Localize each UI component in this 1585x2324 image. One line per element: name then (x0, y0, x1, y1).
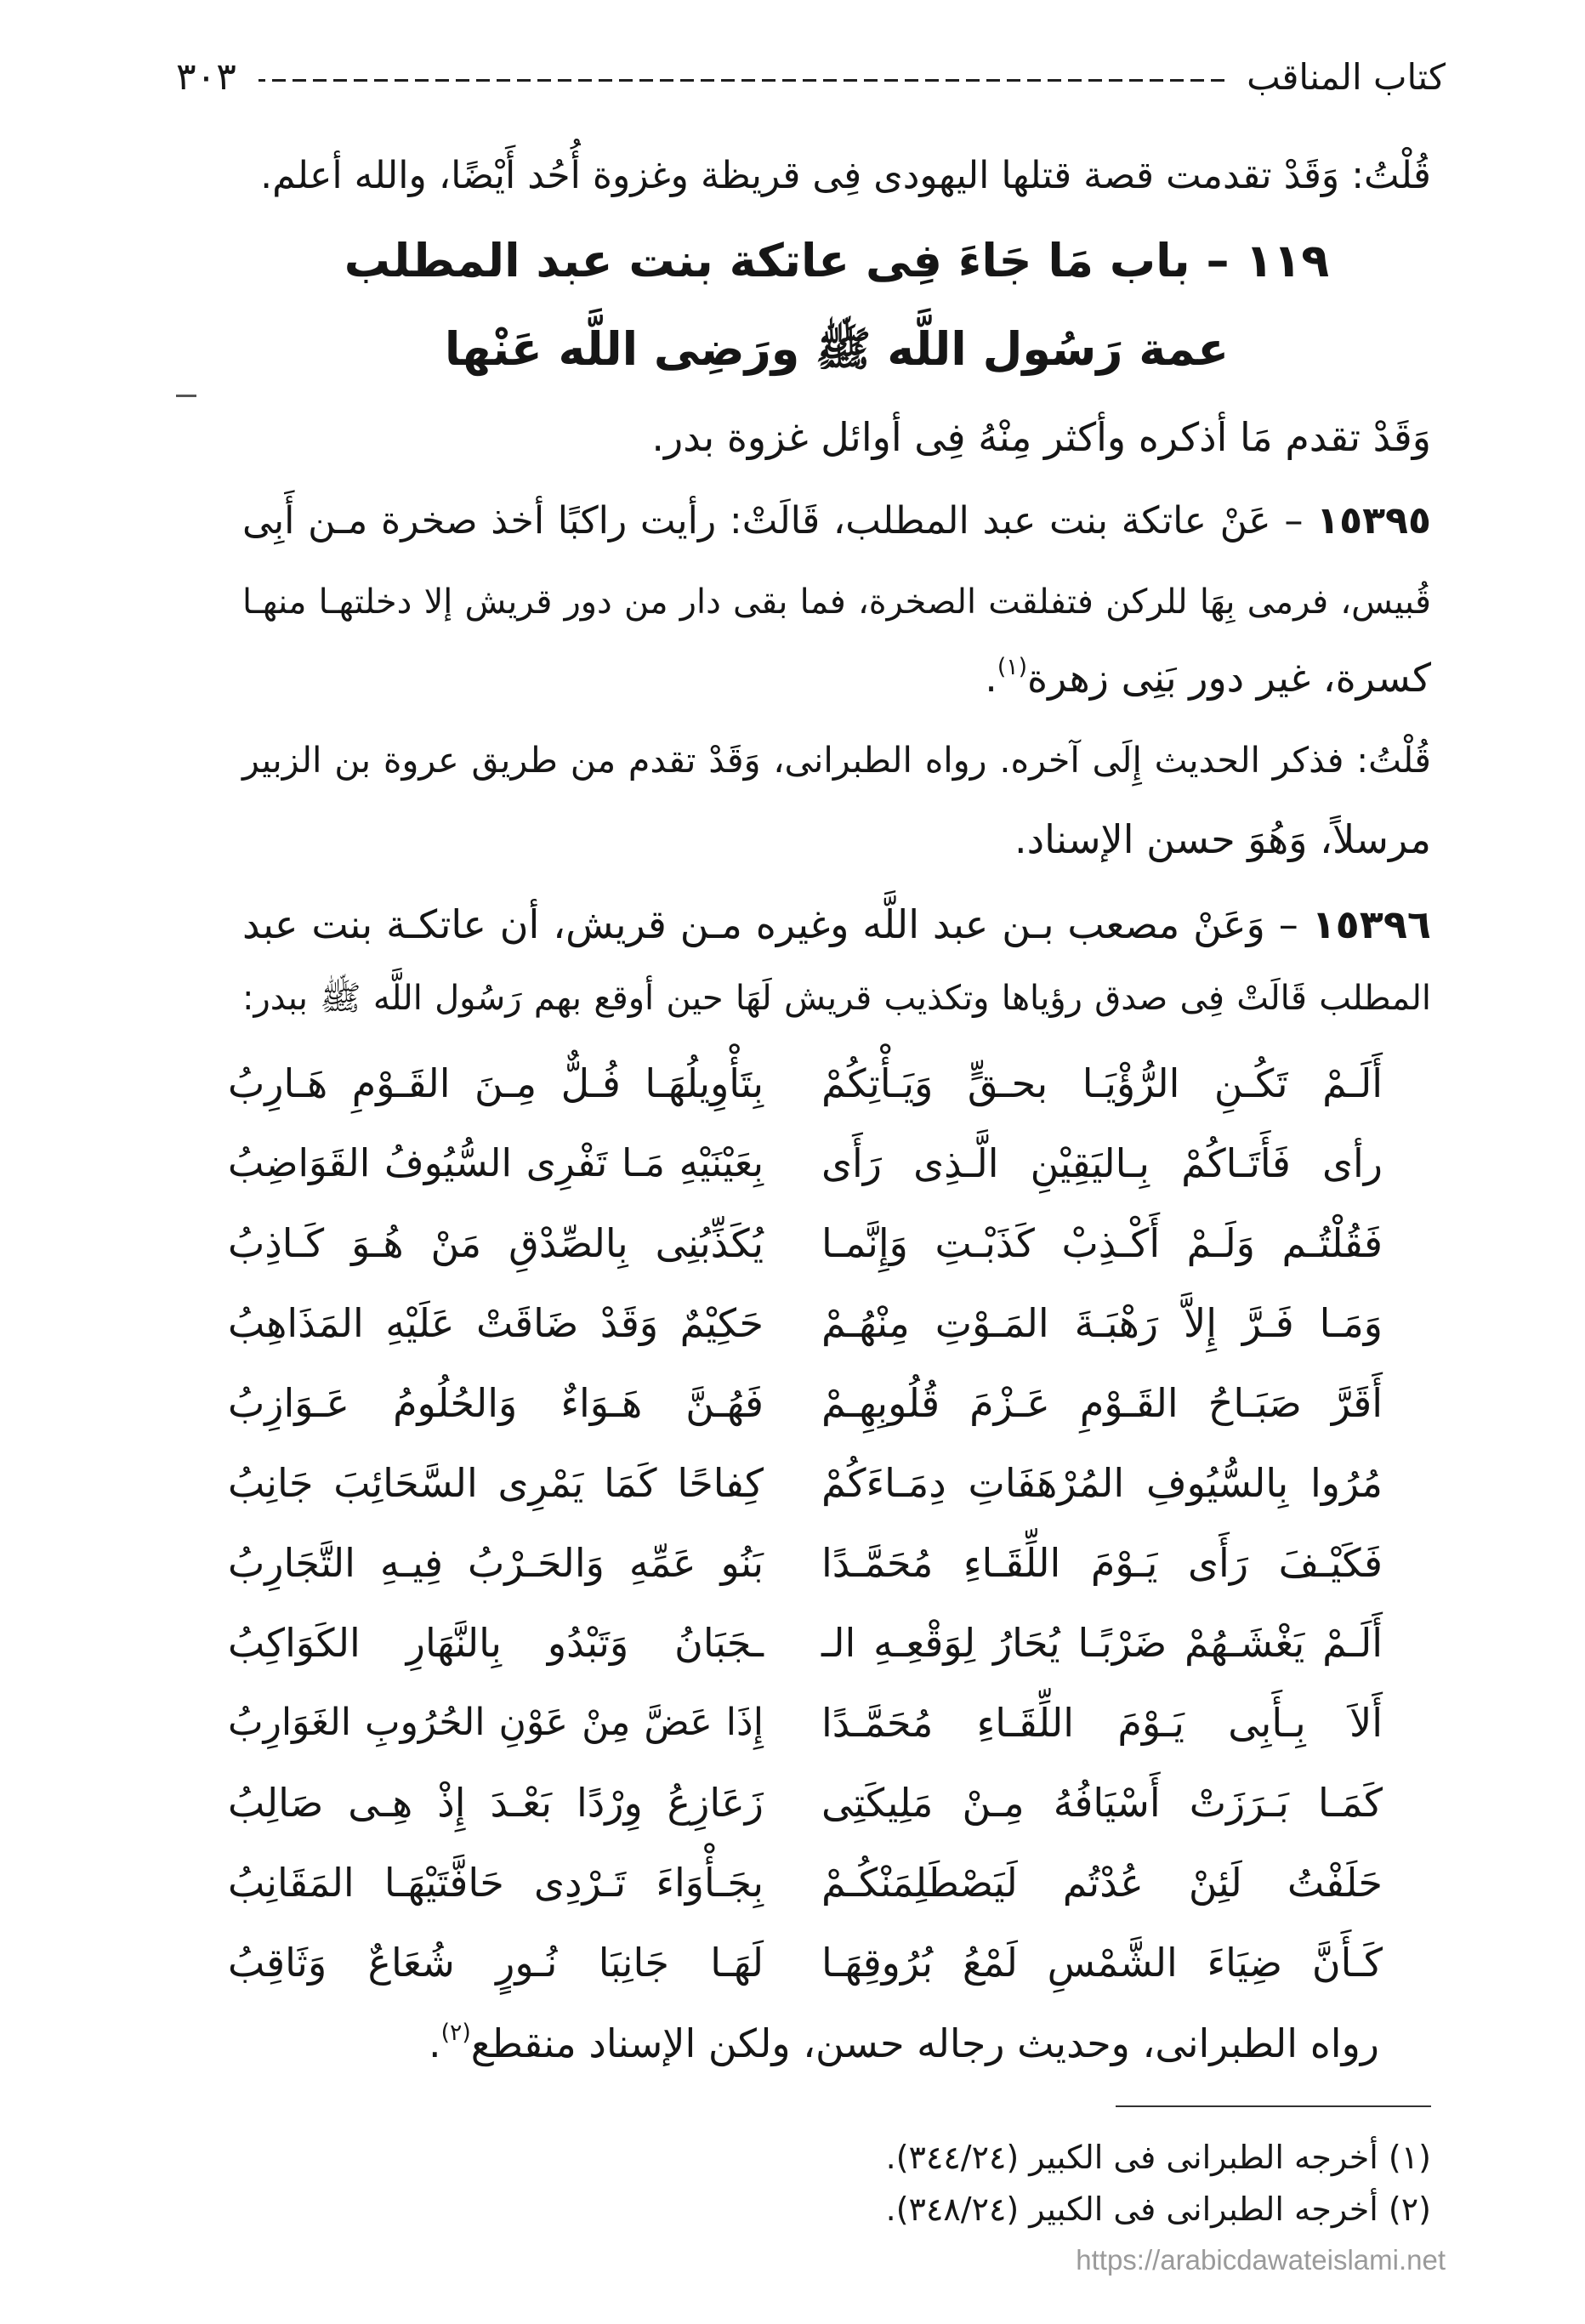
poem-first-hemistich: أَلَـمْ يَغْشَـهُمْ ضَرْبًـا يُحَارُ لِوَقْعِـهِ الـ (821, 1620, 1383, 1666)
hadith-number: ١٥٣٩٦ (1311, 901, 1431, 947)
poem-verse (0, 1365, 1585, 1441)
poem-first-hemistich: كَـأَنَّ ضِيَاءَ الشَّمْسِ لَمْعُ بُرُوقِهَـا (821, 1940, 1383, 1986)
poem-verse (0, 1125, 1585, 1202)
margin-mark (176, 395, 196, 397)
poem-second-hemistich: بِتَأْوِيلُهَـا فُـلٌّ مِـنَ القَـوْمِ هَـارِبُ (228, 1060, 764, 1106)
poem-second-hemistich: ـجَبَانُ وَتَبْدُو بِالنَّهَارِ الكَوَاكِبُ (228, 1620, 764, 1666)
poem-verse (0, 1685, 1585, 1761)
footnote-separator (1116, 2105, 1431, 2107)
poem-second-hemistich: حَكِيْمٌ وَقَدْ ضَاقَتْ عَلَيْهِ المَذَاهِبُ (228, 1300, 764, 1346)
poem-verse (0, 1764, 1585, 1841)
poem-first-hemistich: رأى فَأَتَـاكُمْ بِـاليَقِيْنِ الَّـذِى رَأَى (821, 1140, 1383, 1186)
poem-first-hemistich: أَلَـمْ تَكُـنِ الرُّؤْيَـا بحـقٍّ وَيَـأْتِكُمْ (821, 1060, 1383, 1106)
poem-second-hemistich: بِجَـأْوَاءَ تَـرْدِى حَافَّتَيْهَـا المَقَانِبُ (228, 1860, 764, 1906)
chapter-heading-line-1: ١١٩ – باب مَا جَاءَ فِى عاتكة بنت عبد المطلب (344, 234, 1330, 287)
comment-line-2: مرسلاً، وَهُوَ حسن الإسناد. (1014, 816, 1431, 862)
poem-second-hemistich: فَهُـنَّ هَـوَاءٌ وَالحُلُومُ عَـوَازِبُ (228, 1380, 764, 1426)
poem-first-hemistich: فَكَيْـفَ رَأَى يَـوْمَ اللِّقَـاءِ مُحَمَّـدًا (821, 1540, 1383, 1586)
chapter-note: وَقَدْ تقدم مَا أذكره وأكثر مِنْهُ فِى أوائل غزوة بدر. (651, 414, 1431, 460)
closing-text: رواه الطبرانى، وحديث رجاله حسن، ولكن الإسناد منقطع (470, 2020, 1379, 2066)
footnote-1: (١) أخرجه الطبرانى فى الكبير (٣٤٤/٢٤). (885, 2139, 1431, 2176)
poem-first-hemistich: فَقُلْتُـم وَلَـمْ أَكْـذِبْ كَذَبْـتِ وَإِنَّمـا (821, 1220, 1383, 1266)
book-section-title: كتاب المناقب (1247, 55, 1446, 98)
poem-first-hemistich: مُرُوا بِالسُّيُوفِ المُرْهَفَاتِ دِمَـاءَكُمْ (821, 1460, 1383, 1506)
chapter-heading-line-2: عمة رَسُول اللَّه ﷺ ورَضِى اللَّه عَنْها (444, 322, 1230, 376)
poem-first-hemistich: أَلاَ بِـأَبِى يَـوْمَ اللِّقَـاءِ مُحَمَّـدًا (821, 1700, 1383, 1746)
hadith-15395-line-2: قُبيس، فرمى بِهَا للركن فتفلقت الصخرة، فما بقى دار من دور قريش إلا دخلتهـا منهـا (242, 582, 1431, 622)
intro-remark: قُلْتُ: وَقَدْ تقدمت قصة قتلها اليهودى فِى قريظة وغزوة أُحُد أَيْضًا، والله أعلم. (260, 154, 1431, 197)
footnote-2: (٢) أخرجه الطبرانى فى الكبير (٣٤٨/٢٤). (885, 2190, 1431, 2228)
poem-second-hemistich: كِفاحًا كَمَا يَمْرِى السَّحَائِبَ جَانِبُ (228, 1460, 764, 1506)
hadith-text: كسرة، غير دور بَنِى زهرة (1027, 655, 1431, 701)
source-watermark: https://arabicdawateislami.net (1076, 2244, 1446, 2276)
poem-first-hemistich: أَقَرَّ صَبَـاحُ القَـوْمِ عَـزْمَ قُلُوبِهِـمْ (821, 1380, 1383, 1426)
footnote-reference: (٢) (440, 2020, 471, 2046)
poem-verse (0, 1205, 1585, 1281)
poem-second-hemistich: زَعَازِعُ وِرْدًا بَعْـدَ إِذْ هِـى صَالِبُ (228, 1780, 764, 1826)
poem-second-hemistich: يُكَذِّبُنِى بِالصِّدْقِ مَنْ هُـوَ كَـاذِبُ (228, 1220, 764, 1266)
sentence-end: . (985, 655, 997, 701)
hadith-15395-line-3 (242, 639, 1431, 716)
poem-verse (0, 1525, 1585, 1601)
running-header (176, 47, 1446, 106)
poem-second-hemistich: بَنُو عَمِّهِ وَالحَـرْبُ فِيـهِ التَّجَارِبُ (228, 1540, 764, 1586)
hadith-text: – وَعَنْ مصعب بـن عبد اللَّه وغيره مـن قريش، أن عاتكـة بنت عبد (242, 901, 1298, 947)
poem-verse (0, 1445, 1585, 1521)
closing-remark (242, 2005, 1431, 2082)
footnote-reference: (١) (997, 654, 1028, 680)
sentence-end: . (428, 2020, 441, 2066)
hadith-15395-line-1 (242, 483, 1431, 560)
poem-verse (0, 1844, 1585, 1921)
hadith-15396-line-2: المطلب قَالَتْ فِى صدق رؤياها وتكذيب قريش لَهَا حين أوقع بهم رَسُول اللَّه ﷺ ببدر: (242, 979, 1431, 1018)
hadith-text: – عَنْ عاتكة بنت عبد المطلب، قَالَتْ: رأيت راكبًا أخذ صخرة مـن أَبِى (242, 499, 1304, 543)
poem-verse (0, 1045, 1585, 1122)
poem-verse (0, 1605, 1585, 1681)
poem-second-hemistich: بِعَيْنَيْهِ مَـا تَفْرِى السُّيُوفُ القَوَاضِبُ (228, 1140, 764, 1185)
comment-line-1: قُلْتُ: فذكر الحديث إِلَى آخره. رواه الطبرانى، وَقَدْ تقدم من طريق عروة بن الزبير (242, 740, 1431, 781)
header-dash-rule (258, 79, 1224, 82)
poem-first-hemistich: كَمَـا بَـرَزَتْ أَسْيَافُهُ مِـنْ مَلِيكَتِى (821, 1780, 1383, 1826)
page-number: ٣٠٣ (176, 54, 236, 99)
hadith-number: ١٥٣٩٥ (1316, 499, 1431, 543)
poem-first-hemistich: حَلَفْتُ لَئِنْ عُدْتُم لَيَصْطَلِمَنْكُـمْ (821, 1860, 1383, 1906)
poem-first-hemistich: وَمَـا فَـرَّ إِلاَّ رَهْبَـةَ المَـوْتِ مِنْهُـمْ (821, 1300, 1383, 1346)
hadith-15396-line-1 (242, 886, 1431, 963)
poem-second-hemistich: إِذَا عَضَّ مِنْ عَوْنِ الحُرُوبِ الغَوَارِبُ (228, 1701, 764, 1744)
poem-verse (0, 1285, 1585, 1361)
poem-verse (0, 1924, 1585, 2001)
poem-second-hemistich: لَهَـا جَانِبَا نُـورٍ شُعَاعٌ وَثَاقِبُ (228, 1940, 764, 1986)
